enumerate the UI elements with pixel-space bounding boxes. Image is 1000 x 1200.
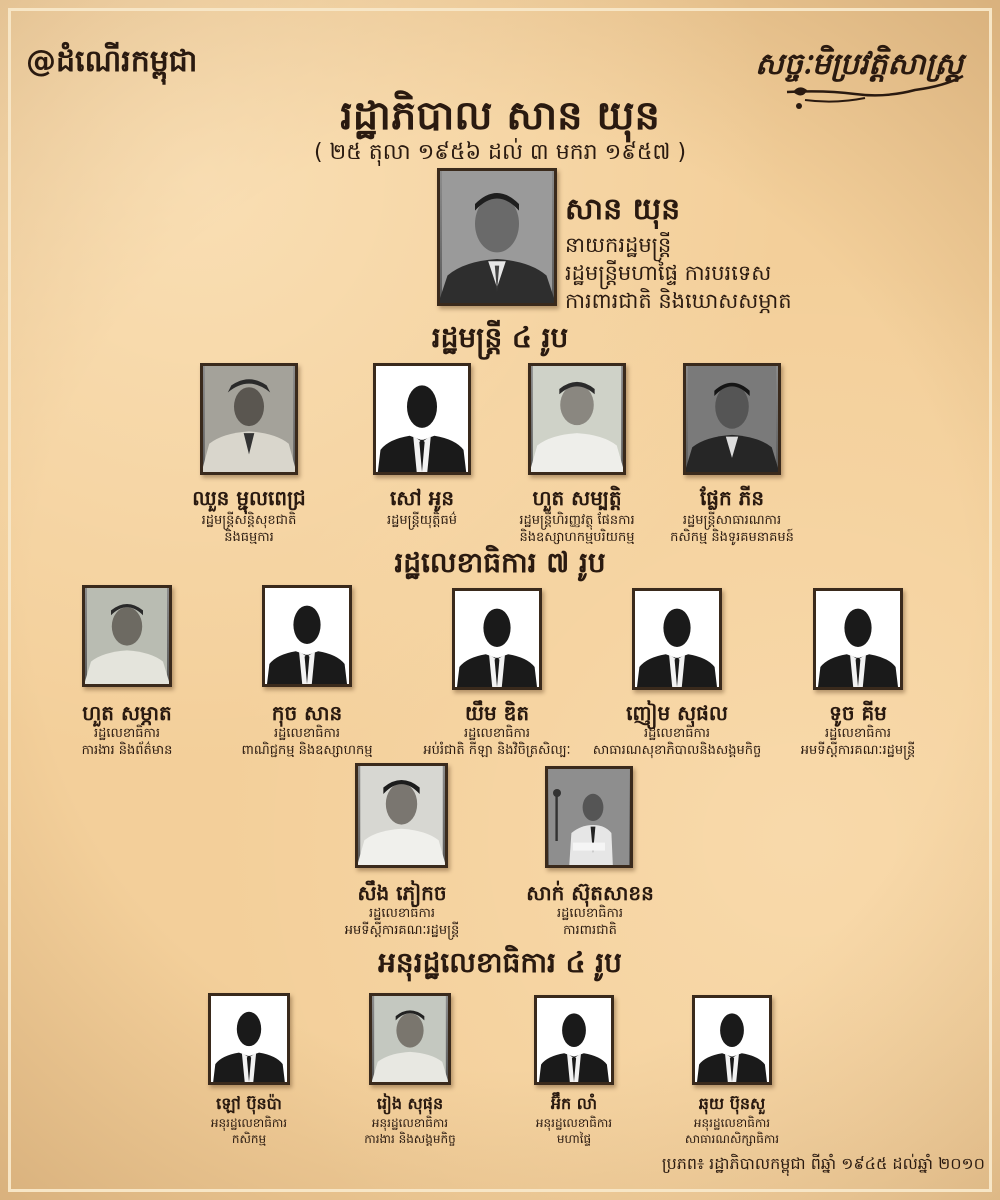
secretary-role: រដ្ឋលេខាធិការ [273, 726, 341, 741]
portrait-icon [531, 366, 623, 472]
minister-role: រដ្ឋមន្ត្រីយុត្តិធម៌ [387, 513, 457, 528]
minister-role: កសិកម្ម និងទូរគមនាគមន៍ [670, 530, 794, 545]
person-silhouette-icon [695, 998, 769, 1082]
minister-role: និងឧស្សាហកម្មបរិយកម្ម [519, 530, 635, 545]
secretary-role: សាធារណសុខាភិបាលនិងសង្គមកិច្ច [592, 743, 762, 758]
person-silhouette-icon [816, 591, 900, 687]
secretary-role: អប់រំជាតិ កីឡា និងវិចិត្រសិល្បៈ [423, 743, 571, 758]
under-secretary-role: អនុរដ្ឋលេខាធិការ [371, 1116, 449, 1130]
secretary-name: ទូច គីម [829, 701, 887, 725]
secretary-role: ការពារជាតិ [563, 923, 617, 938]
prime-minister-role: ការពារជាតិ និងឃោសសម្ភាត [565, 289, 792, 313]
under-secretary-name: អ៊ឹក លាំ [550, 1094, 598, 1113]
secretary-photo [82, 585, 172, 687]
portrait-icon [85, 588, 169, 684]
secretary-photo [355, 763, 448, 868]
source-caption: ប្រភព៖ រដ្ឋាភិបាលកម្ពុជា ពីឆ្នាំ ១៩៤៥ ដល់ឆ្នាំ ២០១០ [661, 1154, 985, 1173]
portrait-icon [372, 996, 448, 1082]
section-secretaries: រដ្ឋលេខាធិការ ៧ រូប [394, 546, 606, 579]
period-dates: ( ២៥ តុលា ១៩៥៦ ដល់ ៣ មករា ១៩៥៧ ) [313, 140, 687, 165]
minister-name: ហួត សម្បត្តិ [532, 486, 622, 510]
minister-name: ឈួន ម្ជុលពេជ្រ [192, 486, 306, 510]
under-secretary-role: កសិកម្ម [231, 1132, 267, 1146]
prime-minister-name: សាន យុន [565, 192, 681, 227]
under-secretary-name: ឡៅ ប៊ុនប៉ា [216, 1094, 282, 1113]
secretary-photo [813, 588, 903, 690]
person-silhouette-icon [635, 591, 719, 687]
secretary-role: រដ្ឋលេខាធិការ [368, 906, 436, 921]
secretary-photo [452, 588, 542, 690]
minister-photo [528, 363, 626, 475]
secretary-name: សឹង ភៀកច [357, 881, 447, 905]
secretary-name: កុច សាន [271, 701, 343, 725]
portrait-icon [440, 171, 554, 303]
secretary-name: យឹម ឌិត [464, 701, 530, 725]
minister-name: សៅ អូន [389, 486, 455, 510]
under-secretary-role: ការងារ និងសង្គមកិច្ច [364, 1132, 456, 1146]
secretary-role: រដ្ឋលេខាធិការ [556, 906, 624, 921]
secretary-role: រដ្ឋលេខាធិការ [463, 726, 531, 741]
secretary-role: រដ្ឋលេខាធិការ [93, 726, 161, 741]
portrait-icon [203, 366, 295, 472]
portrait-icon [548, 769, 630, 865]
prime-minister-role: នាយករដ្ឋមន្ត្រី [565, 233, 672, 257]
secretary-role: ពាណិជ្ជកម្ម និងឧស្សាហកម្ម [241, 743, 373, 758]
under-secretary-role: សាធារណសិក្សាធិការ [684, 1132, 780, 1146]
under-secretary-photo [534, 995, 614, 1085]
minister-photo [683, 363, 781, 475]
logo-text: សច្ចៈមិប្រវត្តិសាស្ត្រ [755, 47, 963, 82]
secretary-photo [262, 585, 352, 687]
secretary-photo [545, 766, 633, 868]
under-secretary-photo [208, 993, 290, 1085]
secretary-name: សាក់ ស៊ុតសាខន [526, 881, 654, 905]
under-secretary-photo [369, 993, 451, 1085]
brand-handle: @ដំណើរកម្ពុជា [26, 44, 198, 79]
secretary-role: អមទីស្តីការគណៈរដ្ឋមន្ត្រី [344, 923, 460, 938]
secretary-name: ញៀម សុផល [626, 701, 728, 725]
under-secretary-name: រៀង សុផុន [376, 1094, 444, 1113]
secretary-role: អមទីស្តីការគណៈរដ្ឋមន្ត្រី [800, 743, 916, 758]
secretary-photo [632, 588, 722, 690]
person-silhouette-icon [455, 591, 539, 687]
minister-name: ផ្លែក ភីន [699, 486, 765, 510]
prime-minister-role: រដ្ឋមន្ត្រីមហាផ្ទៃ ការបរទេស [565, 261, 772, 285]
under-secretary-name: ឆុយ ប៊ុនសួ [698, 1094, 766, 1113]
person-silhouette-icon [211, 996, 287, 1082]
minister-role: រដ្ឋមន្ត្រីហិរញ្ញវត្ថុ ផែនការ [519, 513, 635, 528]
secretary-role: រដ្ឋលេខាធិការ [824, 726, 892, 741]
page-title: រដ្ឋាភិបាល សាន យុន [340, 93, 660, 139]
under-secretary-role: អនុរដ្ឋលេខាធិការ [693, 1116, 771, 1130]
person-silhouette-icon [376, 366, 468, 472]
under-secretary-role: មហាផ្ទៃ [556, 1132, 592, 1146]
person-silhouette-icon [537, 998, 611, 1082]
flourish-ornament [785, 70, 975, 115]
section-ministers: រដ្ឋមន្ត្រី ៤ រូប [431, 321, 569, 354]
under-secretary-role: អនុរដ្ឋលេខាធិការ [210, 1116, 288, 1130]
secretary-role: រដ្ឋលេខាធិការ [643, 726, 711, 741]
person-silhouette-icon [265, 588, 349, 684]
minister-photo [373, 363, 471, 475]
secretary-role: ការងារ និងព័ត៌មាន [81, 743, 173, 758]
portrait-icon [686, 366, 778, 472]
prime-minister-photo [437, 168, 557, 306]
minister-role: រដ្ឋមន្ត្រីសាធារណការ [682, 513, 782, 528]
secretary-name: ហួត សម្ភាត [82, 701, 172, 725]
under-secretary-role: អនុរដ្ឋលេខាធិការ [535, 1116, 613, 1130]
section-under-secretaries: អនុរដ្ឋលេខាធិការ ៤ រូប [378, 946, 622, 979]
minister-role: រដ្ឋមន្ត្រីសន្តិសុខជាតិ [201, 513, 297, 528]
portrait-icon [358, 766, 445, 865]
under-secretary-photo [692, 995, 772, 1085]
minister-role: និងធម្មការ [224, 530, 274, 545]
minister-photo [200, 363, 298, 475]
